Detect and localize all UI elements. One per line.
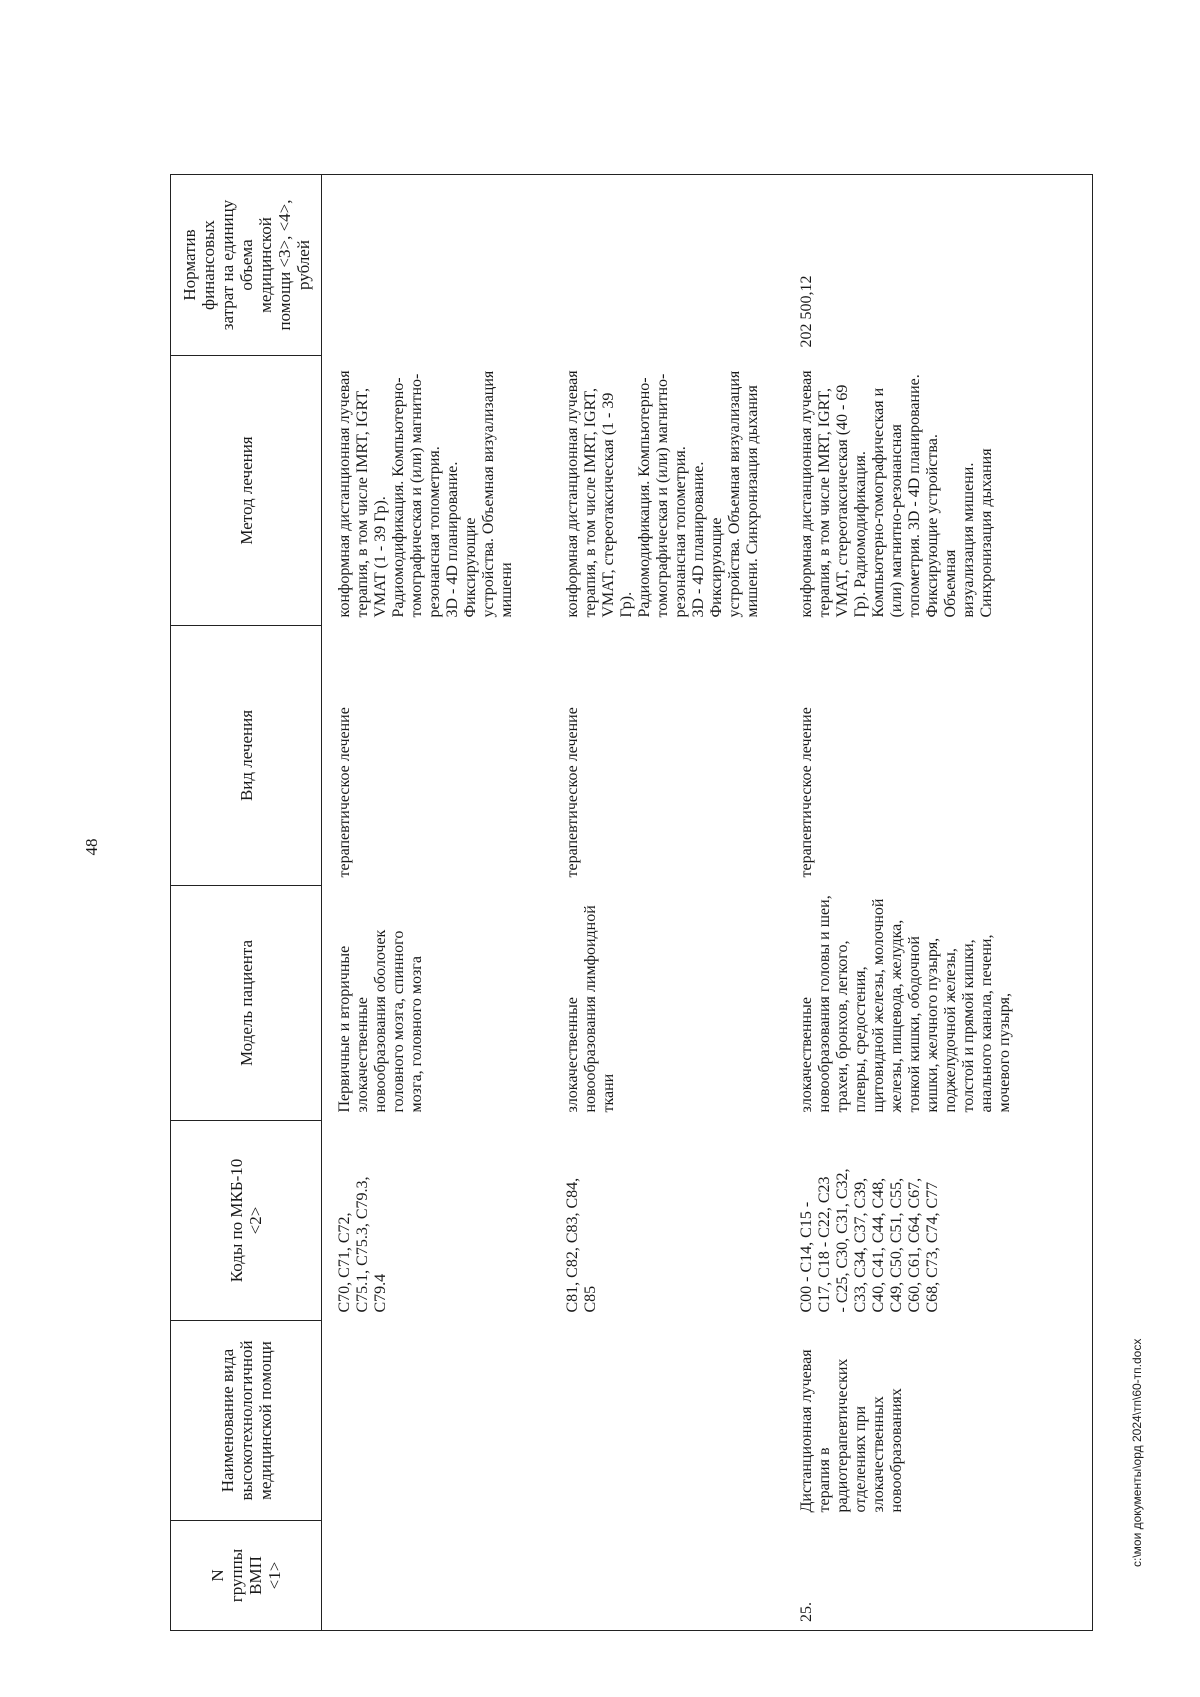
table-header-row [171,175,322,1631]
cell-method: конформная дистанционная лучевая терапия, в том числе IMRT, IGRT, VMAT, стереотаксическая (40 - 69 Гр). Радиомодификация. Компьютерно-томографическая и (или) магнитно-резонансная топометрия. 3D - 4D планирование. Фиксирующие устройства. Объемная визуализация мишени. Синхронизация дыхания [784,356,1093,626]
cell-group [322,1521,557,1631]
cell-codes: C70, C71, C72, C75.1, C75.3, C79.3, C79.4 [336,1176,389,1313]
cell-method: конформная дистанционная лучевая терапия, в том числе IMRT, IGRT, VMAT (1 - 39 Гр). Радиомодификация. Компьютерно- томографическая и (или) магнитно- резонансная топометрия. 3D - 4D планирование. Фиксирующие устройства. Объемная визуализация мишени [336,370,515,618]
header-group-number: N группы ВМП <1> [171,1521,322,1631]
header-cost-norm: Норматив финансовых затрат на единицу объема медицинской помощи <3>, <4>, рублей [171,175,322,356]
cell-type: терапевтическое лечение [784,626,1093,886]
cell-codes: C00 - C14, C15 - C17, C18 - C22, C23 - C25, C30, C31, C32, C33, C34, C37, C39, C40, C41, C44, C48, C49, C50, C51, C55, C60, C61, C64, C67, C68, C73, C74, C77 [784,1121,1093,1321]
cell-type: терапевтическое лечение [336,707,353,878]
header-treatment-method: Метод лечения [171,356,322,626]
cell-model: Первичные и вторичные злокачественные новообразования оболочек головного мозга, спинного мозга, головного мозга [336,929,425,1113]
cell-group: 25. [784,1521,1093,1631]
cell-type: терапевтическое лечение [564,707,581,878]
cell-name [322,1321,557,1521]
header-patient-model: Модель пациента [171,886,322,1121]
table-row [322,175,557,1631]
cell-codes: C81, C82, C83, C84, C85 [564,1177,599,1313]
cell-model: злокачественные новообразования лимфоидной ткани [564,905,617,1113]
cell-norm [556,175,784,356]
vmp-table [170,174,1093,1631]
cell-norm [322,175,557,356]
cell-name: Дистанционная лучевая терапия в радиотерапевтических отделениях при злокачественных новообразованиях [784,1321,1093,1521]
cell-norm: 202 500,12 [784,175,1093,356]
footer-file-path: c:\мои документы\орд 2024\тп\60-тп.docx [1130,1338,1144,1567]
cell-method: конформная дистанционная лучевая терапия, в том числе IMRT, IGRT, VMAT, стереотаксическая (1 - 39 Гр). Радиомодификация. Компьютерно- томографическая и (или) магнитно- резонансная топометрия. 3D - 4D планирование. Фиксирующие устройства. Объемная визуализация мишени. Синхронизация дыхания [564,370,761,618]
cell-model: злокачественные новообразования головы и шеи, трахеи, бронхов, легкого, плевры, средостения, щитовидной железы, молочной железы, пищевода, желудка, тонкой кишки, ободочной кишки, желчного пузыря, поджелудочной железы, толстой и прямой кишки, анального канала, печени, мочевого пузыря, [784,886,1093,1121]
header-icd-codes: Коды по МКБ-10 <2> [171,1121,322,1321]
header-treatment-type: Вид лечения [171,626,322,886]
table-row [556,175,784,1631]
cell-name [556,1321,784,1521]
page-number: 48 [82,838,101,856]
table-row [784,175,1093,1631]
cell-group [556,1521,784,1631]
header-care-type-name: Наименование вида высокотехнологичной медицинской помощи [171,1321,322,1521]
